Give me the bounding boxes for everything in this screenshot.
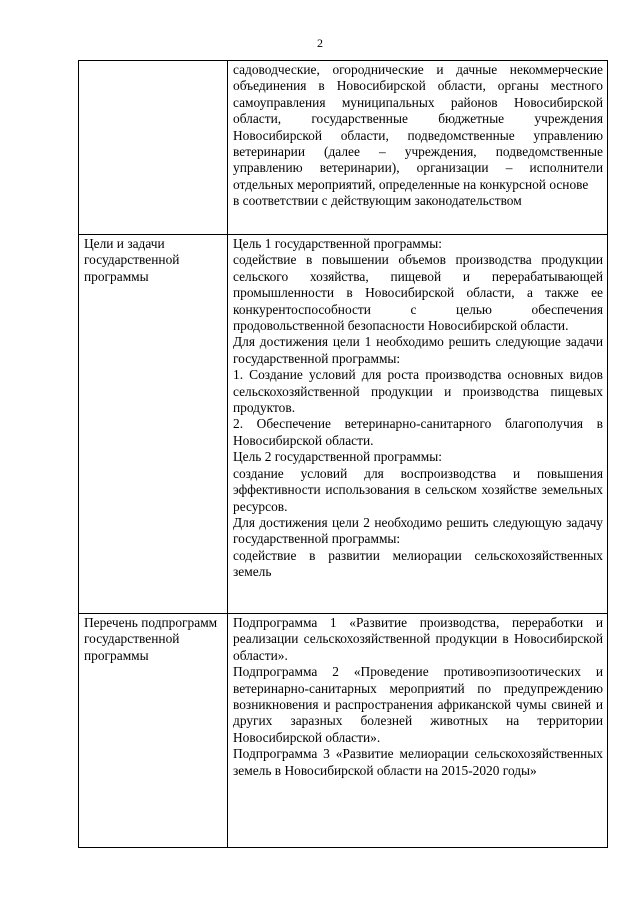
participants-content-cell	[228, 61, 608, 235]
row-label-cell	[79, 61, 228, 235]
subprograms-label: Перечень подпрограмм государственной программы	[84, 615, 218, 663]
table-row-subprograms	[79, 614, 608, 848]
goal-2-heading: Цель 2 государственной программы:	[233, 449, 442, 465]
participants-text: садоводческие, огороднические и дачные некоммерческие объединения в Новосибирской области, органы местного самоуправления муниципальных районов Новосибирской области, государственные бюджетные учреждения Новосибирской области, подведомственные управлению ветеринарии (далее – учреждения, подведомственные управлению ветеринарии), организации – исполнители отдельных мероприятий, определенные на конкурсной основе	[233, 62, 603, 192]
subprogram-1: Подпрограмма 1 «Развитие производства, переработки и реализации сельскохозяйственной продукции в Новосибирской области».	[233, 615, 603, 663]
table-row-goals-and-tasks	[79, 235, 608, 614]
goal-1-task-1: 1. Создание условий для роста производства основных видов сельскохозяйственной продукции и производства пищевых продуктов.	[233, 367, 603, 416]
table-row-participants	[79, 61, 608, 235]
goal-2-task: содействие в развитии мелиорации сельскохозяйственных земель	[233, 547, 603, 580]
subprograms-content-cell	[228, 614, 608, 848]
goal-1-heading: Цель 1 государственной программы:	[233, 236, 442, 251]
goals-label: Цели и задачи государственной программы	[84, 236, 180, 284]
goal-1-tasks-intro: Для достижения цели 1 необходимо решить следующие задачи государственной программы:	[233, 334, 603, 366]
subprogram-2: Подпрограмма 2 «Проведение противоэпизоотических и ветеринарно-санитарных мероприятий по предупреждению возникновения и распространения африканской чумы свиней и других заразных болезней животных на территории Новосибирской области».	[233, 664, 603, 745]
goal-2-tasks-intro: Для достижения цели 2 необходимо решить следующую задачу государственной программы:	[233, 514, 603, 547]
program-passport-table	[78, 60, 608, 848]
goal-1-task-2: 2. Обеспечение ветеринарно-санитарного благополучия в Новосибирской области.	[233, 416, 603, 448]
goal-1-text: содействие в повышении объемов производства продукции сельского хозяйства, пищевой и перерабатывающей промышленности в Новосибирской области, а также ее конкурентоспособности с целью обеспечения продовольственной безопасности Новосибирской области.	[233, 252, 603, 334]
goals-content-cell	[228, 235, 608, 614]
goals-label-cell	[79, 235, 228, 614]
participants-text-legislation: в соответствии с действующим законодательством	[233, 193, 522, 209]
subprogram-3: Подпрограмма 3 «Развитие мелиорации сельскохозяйственных земель в Новосибирской области на 2015-2020 годы»	[233, 746, 603, 778]
subprograms-label-cell	[79, 614, 228, 848]
goal-2-text: создание условий для воспроизводства и повышения эффективности использования в сельском хозяйстве земельных ресурсов.	[233, 465, 603, 514]
page-number: 2	[317, 36, 323, 50]
